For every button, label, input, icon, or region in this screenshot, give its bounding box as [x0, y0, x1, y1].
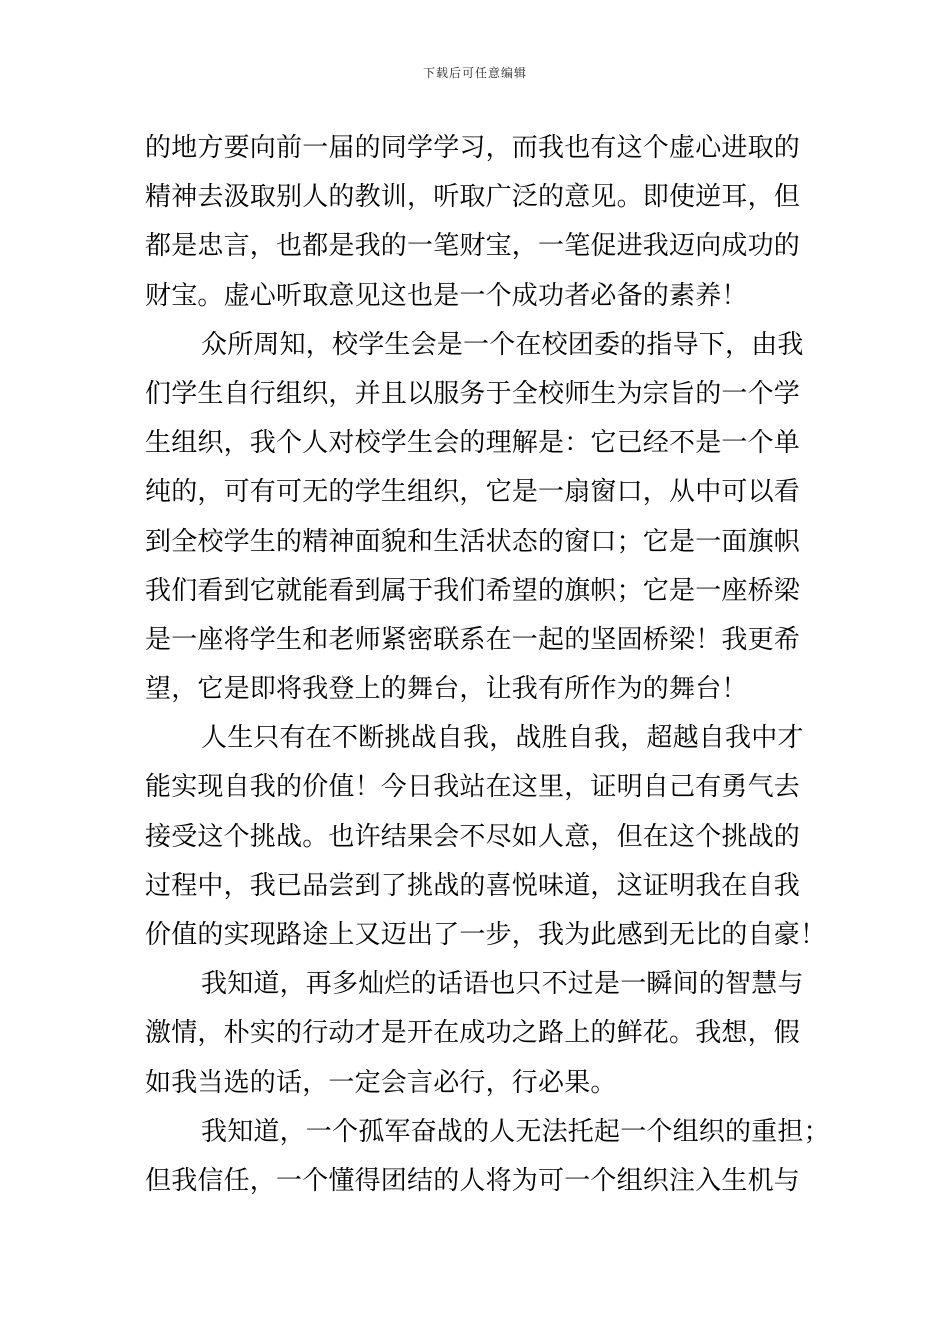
paragraph-first-line: 众所周知，校学生会是一个在校团委的指导下，由我: [201, 329, 804, 360]
text-line: 纯的，可有可无的学生组织，它是一扇窗口，从中可以看: [145, 477, 801, 508]
text-line: 财宝。虚心听取意见这也是一个成功者必备的素养！: [145, 280, 748, 311]
text-line: 的地方要向前一届的同学学习，而我也有这个虚心进取的: [145, 133, 801, 163]
text-line: 们学生自行组织，并且以服务于全校师生为宗旨的一个学: [145, 378, 801, 409]
text-line: 但我信任，一个懂得团结的人将为可一个组织注入生机与: [145, 1165, 801, 1196]
text-line: 接受这个挑战。也许结果会不尽如人意，但在这个挑战的: [145, 821, 801, 852]
paragraph-first-line: 我知道，再多灿烂的话语也只不过是一瞬间的智慧与: [201, 969, 804, 1000]
text-line: 过程中，我已品尝到了挑战的喜悦味道，这证明我在自我: [145, 870, 801, 901]
text-line: 价值的实现路途上又迈出了一步，我为此感到无比的自豪！: [145, 920, 827, 950]
text-line: 能实现自我的价值！今日我站在这里，证明自己有勇气去: [145, 772, 801, 803]
text-line: 望，它是即将我登上的舞台，让我有所作为的舞台！: [145, 674, 748, 705]
text-line: 都是忠言，也都是我的一笔财宝，一笔促进我迈向成功的: [145, 231, 801, 262]
text-line: 是一座将学生和老师紧密联系在一起的坚固桥梁！我更希: [145, 624, 801, 655]
text-line: 到全校学生的精神面貌和生活状态的窗口；它是一面旗帜: [145, 526, 801, 557]
paragraph-first-line: 我知道，一个孤军奋战的人无法托起一个组织的重担；: [201, 1116, 830, 1147]
text-line: 精神去汲取别人的教训，听取广泛的意见。即使逆耳，但: [145, 182, 801, 213]
paragraph-first-line: 人生只有在不断挑战自我，战胜自我，超越自我中才: [201, 723, 804, 754]
text-line: 如我当选的话，一定会言必行，行必果。: [145, 1067, 617, 1098]
page-header: 下载后可任意编辑: [422, 66, 527, 80]
text-line: 激情，朴实的行动才是开在成功之路上的鲜花。我想，假: [145, 1018, 801, 1049]
text-line: 生组织，我个人对校学生会的理解是：它已经不是一个单: [145, 428, 801, 459]
document-body: [145, 124, 830, 1206]
text-line: 我们看到它就能看到属于我们希望的旗帜；它是一座桥梁: [145, 575, 801, 606]
